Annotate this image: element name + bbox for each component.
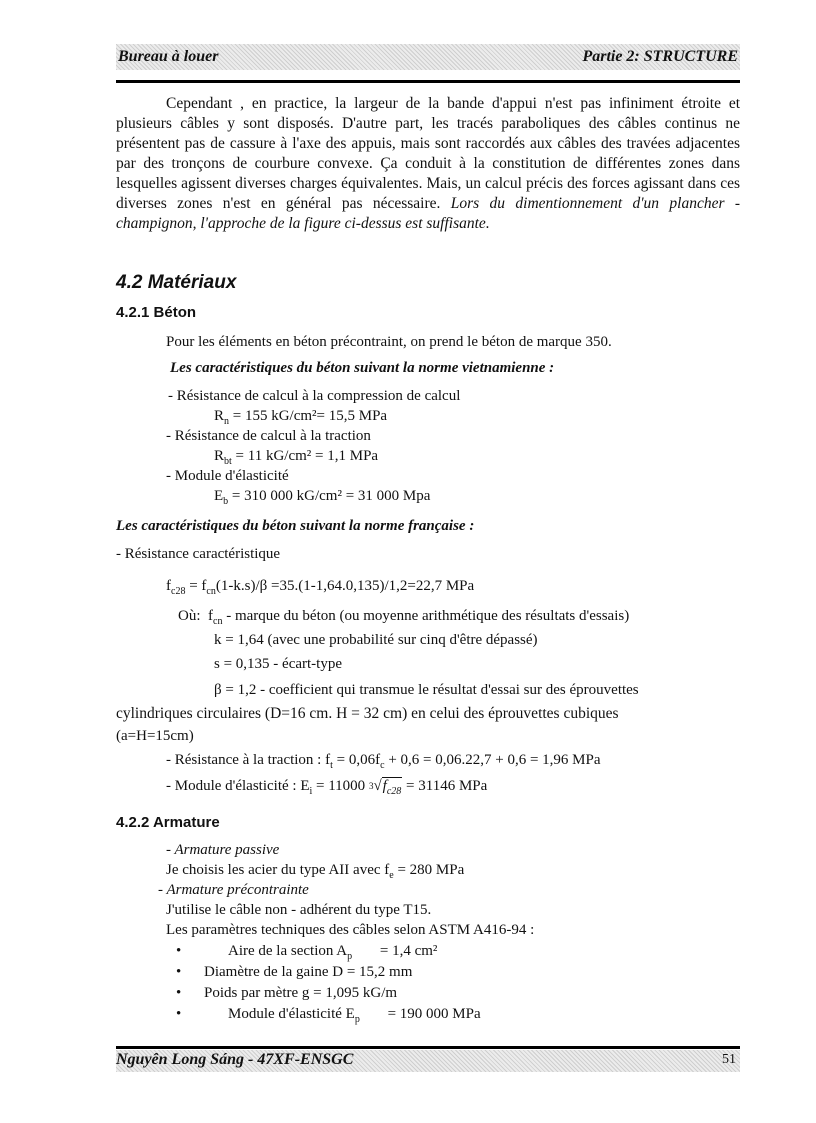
viet-norm-title: Les caractéristiques du béton suivant la norme vietnamienne :: [170, 360, 555, 376]
ft-formula: - Résistance à la traction : $f_t = 0,06f_c + 0,6 = 0,06.22,7 + 0,6 = 1,96$ MPa: [166, 752, 601, 771]
footer-author: Nguyên Long Sáng - 47XF-ENSGC: [116, 1051, 354, 1068]
fc28-formula: $f_{c28} = f_{cn}(1-k.s)/\beta =35.(1-1,64.0,135)/1,2=22,7$ MPa: [166, 578, 475, 597]
comp-label: - Résistance de calcul à la compression de calcul: [168, 388, 461, 404]
rbt-value: $R_{bt} = 11$ kG/cm² = 1,1 MPa: [214, 448, 379, 467]
acier-choice: Je choisis les acier du type AII avec $f_e = 280$ MPa: [166, 862, 465, 881]
car-label: - Résistance caractéristique: [116, 546, 281, 562]
armature-precontrainte: - Armature précontrainte: [158, 882, 309, 898]
fr-norm-title: Les caractéristiques du béton suivant la norme française :: [116, 518, 475, 534]
page-header: [116, 44, 740, 70]
beta-line2: cylindriques circulaires (D=16 cm. H = 32 cm) en celui des éprouvettes cubiques: [116, 705, 619, 722]
list-item: • Module d'élasticité $E_p = 190$ 000 MPa: [180, 1004, 481, 1030]
section-4-2-1-title: 4.2.1 Béton: [116, 304, 197, 321]
section-4-2-title: 4.2 Matériaux: [116, 272, 237, 293]
armature-passive: - Armature passive: [166, 842, 280, 858]
s-value: s = 0,135 - écart-type: [214, 656, 342, 672]
rn-value: $R_n = 155$ kG/cm²= 15,5 MPa: [214, 408, 388, 427]
list-item: • Aire de la section $A_p = 1,4$ cm²: [180, 941, 437, 967]
page-number: 51: [722, 1052, 736, 1067]
intro-paragraph: Cependant , en practice, la largeur de la bande d'appui n'est pas infiniment étroite et plusieurs câbles y sont disposés. D'autre part, les tracés paraboliques des câbles continus ne présentent pas de cassure à l'axe des appuis, mais sont raccordés aux câbles des travées adjacentes par des tronçons de courbure convexe. Ça conduit à la constitution de différentes zones dans lesquelles agissent diverses charges équivalentes. Mais, un calcul précis des forces agissant dans ces diverses zones n'est en général pas nécessaire. Lors du dimentionnement d'un plancher - champignon, l'approche de la figure ci-dessus est suffisante.: [116, 95, 741, 232]
list-item: • Poids par mètre g = 1,095 kG/m: [180, 983, 397, 1003]
trac-label: - Résistance de calcul à la traction: [166, 428, 371, 444]
ei-formula: - Module d'élasticité : $E_i = 11000$ $^3√f_{c28} = 31146$ MPa: [166, 778, 488, 797]
section-4-2-2-title: 4.2.2 Armature: [116, 814, 220, 831]
list-item: • Diamètre de la gaine D = 15,2 mm: [180, 962, 412, 982]
header-left: Bureau à louer: [118, 48, 219, 65]
k-value: k = 1,64 (avec une probabilité sur cinq d'être dépassé): [214, 632, 538, 648]
page-footer: [116, 1050, 740, 1072]
beta-line3: (a=H=15cm): [116, 728, 194, 744]
beton-intro: Pour les éléments en béton précontraint, on prend le béton de marque 350.: [166, 334, 612, 350]
cable-type: J'utilise le câble non - adhérent du type T15.: [166, 902, 432, 918]
header-rule: [116, 80, 740, 83]
beta-line1: β = 1,2 - coefficient qui transmue le résultat d'essai sur des éprouvettes: [214, 682, 639, 698]
cable-params: Les paramètres techniques des câbles selon ASTM A416-94 :: [166, 922, 535, 938]
fcn-desc: Où: $f_{cn}$ - marque du béton (ou moyenne arithmétique des résultats d'essais): [178, 608, 630, 627]
header-right: Partie 2: STRUCTURE: [582, 48, 738, 65]
eb-value: $E_b = 310$ 000 kG/cm² = 31 000 Mpa: [214, 488, 431, 507]
mod-label: - Module d'élasticité: [166, 468, 289, 484]
footer-rule: [116, 1046, 740, 1049]
